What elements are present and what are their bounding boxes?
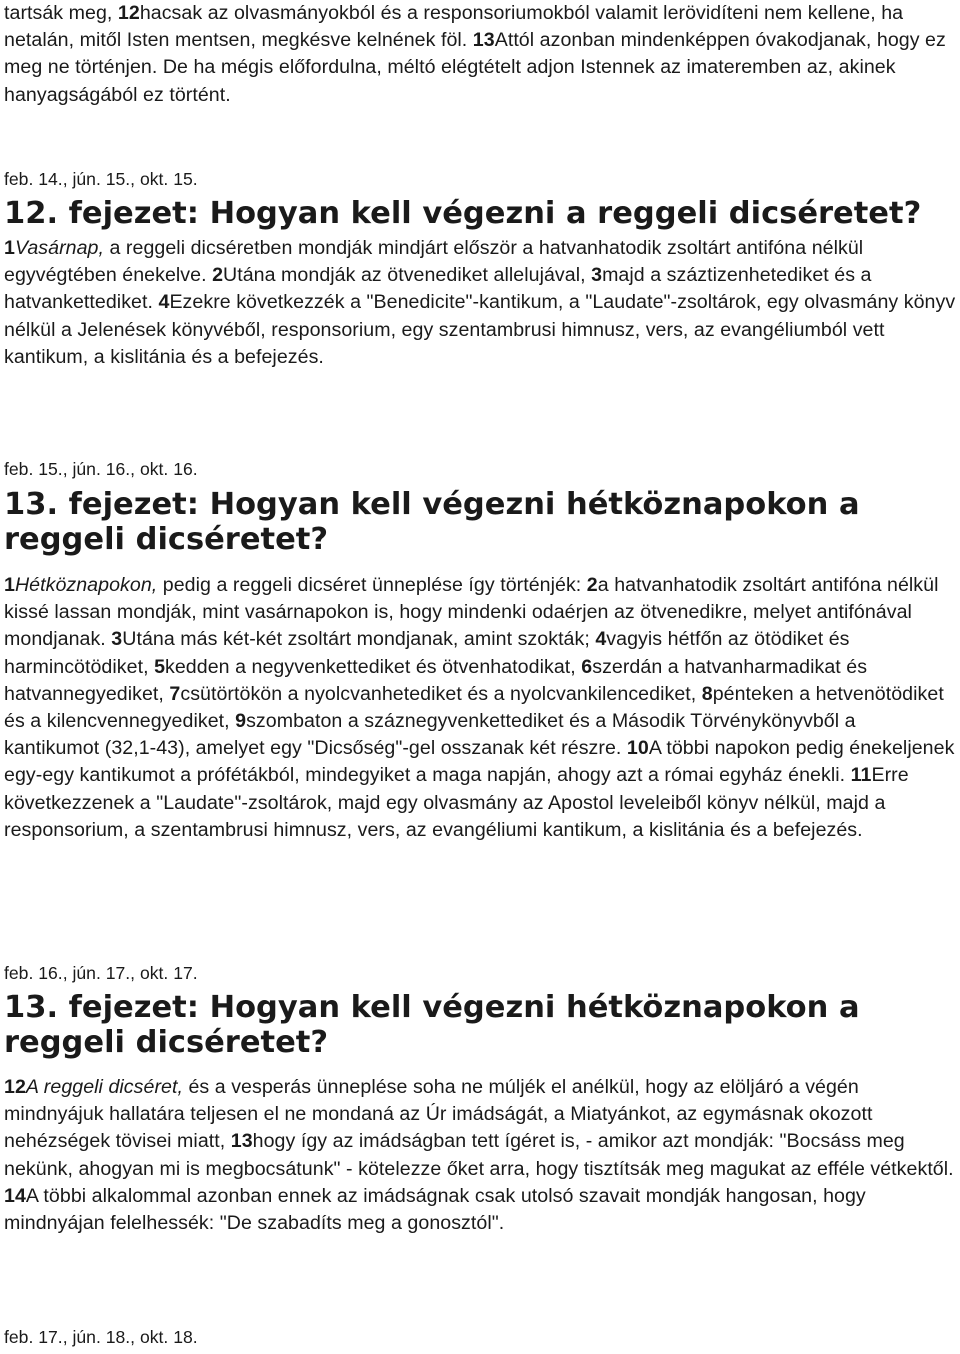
verse-number: 3 (111, 628, 123, 651)
verse-number: 3 (591, 264, 603, 287)
verse-number: 13 (230, 1130, 253, 1153)
body-text: vagyis hétfőn az ötödiket és harmincötödiket, (4, 628, 850, 678)
chapter-heading (4, 196, 921, 231)
body-text: pénteken a hetvenötödiket és a kilencvennegyediket, (4, 682, 944, 733)
verse-number: 7 (169, 682, 181, 705)
chapter-title: fejezet: Hogyan kell végezni hétköznapokon a reggeli dicséretet? (4, 990, 860, 1060)
body-text: Utána más két-két zsoltárt mondjanak, amint szokták; (122, 628, 596, 651)
verse-number: 12 (4, 1076, 26, 1098)
verse-number: 10 (626, 737, 649, 760)
verse-number: 13 (472, 29, 495, 52)
body-text: Erre következzenek a "Laudate"-zsoltárok, majd egy olvasmány az Apostol leveleiből könyv nélkül, majd a responsorium, a szentambrusi himnusz, vers, az evangéliumi kantikum, a kislitánia és a befejezés. (4, 764, 909, 841)
verse-number: 4 (158, 291, 170, 314)
chapter-number: 13. (4, 990, 59, 1025)
verse-number: 1 (4, 237, 15, 259)
verse-number: 12 (117, 2, 140, 24)
verse-number: 8 (701, 682, 713, 705)
intro-text: hacsak az olvasmányokból és a responsoriumokból valamit lerövidíteni nem kellene, ha netalán, mitől Isten mentsen, megkésve kelnének föl. (4, 2, 904, 52)
chapter-title: fejezet: Hogyan kell végezni a reggeli dicséretet? (58, 196, 922, 231)
reading-date: feb. 15., jún. 16., okt. 16. (4, 459, 198, 479)
verse-number: 11 (850, 764, 872, 787)
emphasis-text: Hétköznapokon, (14, 574, 158, 596)
body-text: és a vesperás ünneplése soha ne múljék el anélkül, hogy az elöljáró a végén mindnyájuk hallatára teljesen el ne mondaná az Úr imádságát, a Miatyánkot, az egymásnak okozott nehézségek tövisei miatt, (4, 1076, 873, 1153)
body-text: A többi alkalommal azonban ennek az imádságnak csak utolsó szavait mondják hangosan, hogy mindnyájan felelhessék: "De szabadíts meg a gonosztól". (4, 1184, 866, 1235)
intro-paragraph (4, 0, 954, 109)
verse-number: 6 (581, 655, 593, 678)
body-text: csütörtökön a nyolcvanhetediket és a nyolcvankilencediket, (180, 682, 702, 705)
emphasis-text: A reggeli dicséret, (25, 1076, 183, 1098)
chapter-number: 13. (4, 487, 59, 522)
body-text: majd a száztizenhetediket és a hatvankettediket. (4, 264, 872, 314)
body-text: A többi napokon pedig énekeljenek egy-egy kantikumot a prófétákból, mindegyiket a maga napján, ahogy azt a római egyház énekli. (4, 737, 955, 787)
emphasis-text: Vasárnap, (14, 237, 104, 259)
body-text: Utána mondják az ötvenediket allelujával, (223, 264, 592, 287)
body-text: Ezekre következzék a "Benedicite"-kantikum, a "Laudate"-zsoltárok, egy olvasmány könyv nélkül a Jelenések könyvéből, responsorium, egy szentambrusi himnusz, vers, az evangéliumból vett kantikum, a kislitánia és a befejezés. (4, 291, 956, 368)
body-text: hogy így az imádságban tett ígéret is, - amikor azt mondják: "Bocsáss meg nekünk, ahogyan mi is megbocsátunk" - kötelezze őket arra, hogy tisztítsák meg magukat az efféle vétkektől. (4, 1130, 954, 1180)
chapter-title: fejezet: Hogyan kell végezni hétköznapokon a reggeli dicséretet? (4, 487, 860, 557)
verse-number: 1 (4, 574, 15, 596)
body-text: pedig a reggeli dicséret ünneplése így történjék: (157, 574, 587, 596)
chapter-paragraph (4, 235, 958, 371)
body-text: a reggeli dicséretben mondják mindjárt először a hatvanhatodik zsoltárt antifóna nélkül egyvégtében énekelve. (4, 237, 864, 287)
intro-text: tartsák meg, (4, 2, 118, 24)
chapter-heading (4, 990, 904, 1060)
chapter-paragraph (4, 572, 956, 844)
chapter-heading (4, 487, 904, 557)
verse-number: 2 (586, 574, 598, 596)
chapter-paragraph (4, 1074, 956, 1237)
body-text: a hatvanhatodik zsoltárt antifóna nélkül kissé lassan mondják, mint vasárnapokon is, hogy mindenki odaérjen az ötvenedikre, melyet antifónával mondjanak. (4, 574, 939, 651)
verse-number: 2 (212, 264, 224, 287)
chapter-number: 12. (4, 196, 59, 231)
body-text: szerdán a hatvanharmadikat és hatvannegyediket, (4, 655, 868, 705)
body-text: szombaton a száznegyvenkettediket és a Második Törvénykönyvből a kantikumot (32,1-43), amelyet egy "Dicsőség"-gel osszanak két részre. (4, 710, 856, 760)
intro-text: Attól azonban mindenképpen óvakodjanak, hogy ez meg ne történjen. De ha mégis előfordulna, méltó elégtételt adjon Istennek az imateremben az, akinek hanyagságából ez történt. (4, 29, 946, 106)
verse-number: 5 (154, 655, 166, 678)
body-text: kedden a negyvenkettediket és ötvenhatodikat, (165, 655, 582, 678)
verse-number: 14 (4, 1184, 26, 1207)
verse-number: 4 (595, 628, 607, 651)
reading-date: feb. 17., jún. 18., okt. 18. (4, 1327, 198, 1347)
reading-date: feb. 14., jún. 15., okt. 15. (4, 169, 198, 189)
verse-number: 9 (235, 710, 247, 733)
reading-date: feb. 16., jún. 17., okt. 17. (4, 963, 198, 983)
